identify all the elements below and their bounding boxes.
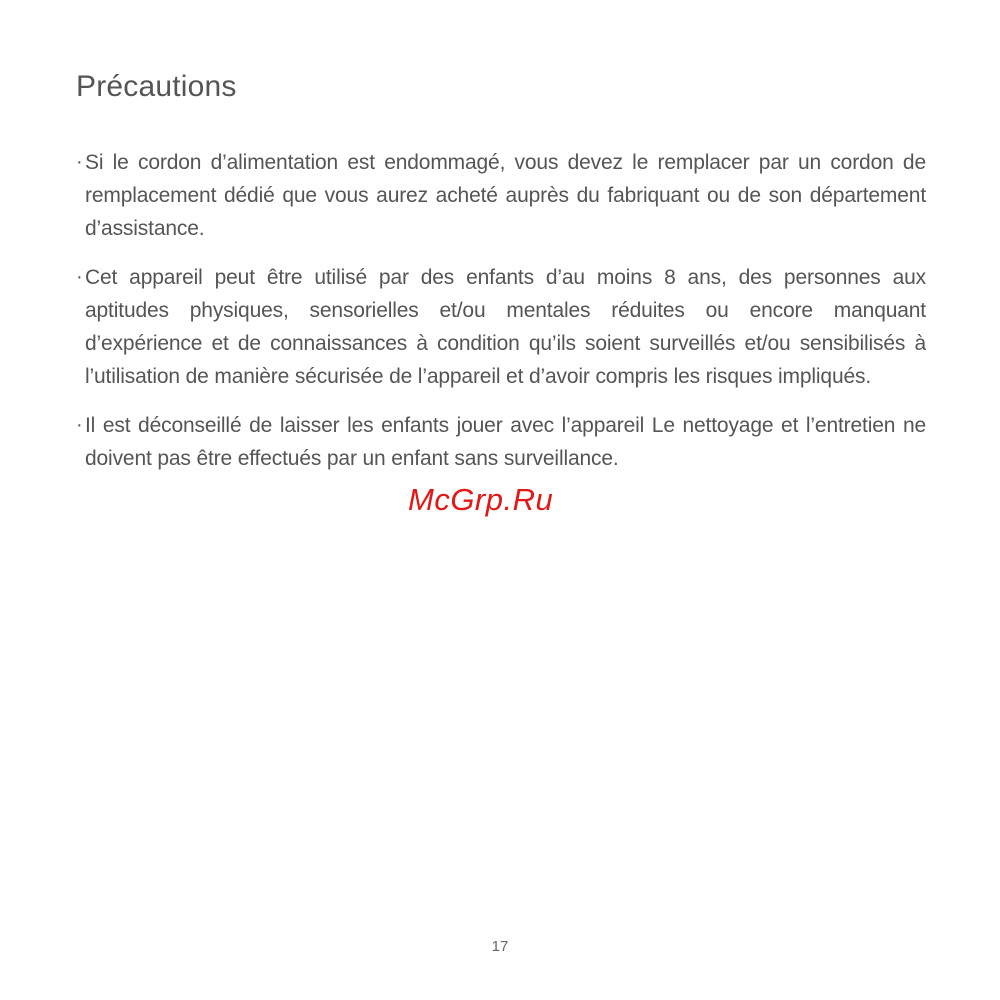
list-item-text: Cet appareil peut être utilisé par des enfants d’au moins 8 ans, des personnes aux aptitudes physiques, sensorielles et/ou mentales réduites ou encore manquant d’expérience et de connaissances à condition qu’ils soient surveillés et/ou sensibilisés à l’utilisation de manière sécurisée de l’appareil et d’avoir compris les risques impliqués. (85, 266, 926, 388)
precautions-list (76, 146, 926, 491)
bullet-dot-icon: · (76, 414, 83, 436)
bullet-dot-icon: · (76, 266, 83, 288)
watermark: McGrp.Ru (408, 482, 554, 517)
page-number: 17 (491, 938, 509, 955)
list-item (76, 146, 926, 245)
list-item-text: Si le cordon d’alimentation est endommagé, vous devez le remplacer par un cordon de remplacement dédié que vous aurez acheté auprès du fabriquant ou de son département d’assistance. (85, 151, 926, 240)
list-item (76, 409, 926, 475)
list-item (76, 261, 926, 393)
list-item-text: Il est déconseillé de laisser les enfants jouer avec l’appareil Le nettoyage et l’entretien ne doivent pas être effectués par un enfant sans surveillance. (85, 414, 926, 470)
bullet-dot-icon: · (76, 151, 83, 173)
page-title: Précautions (76, 70, 237, 103)
